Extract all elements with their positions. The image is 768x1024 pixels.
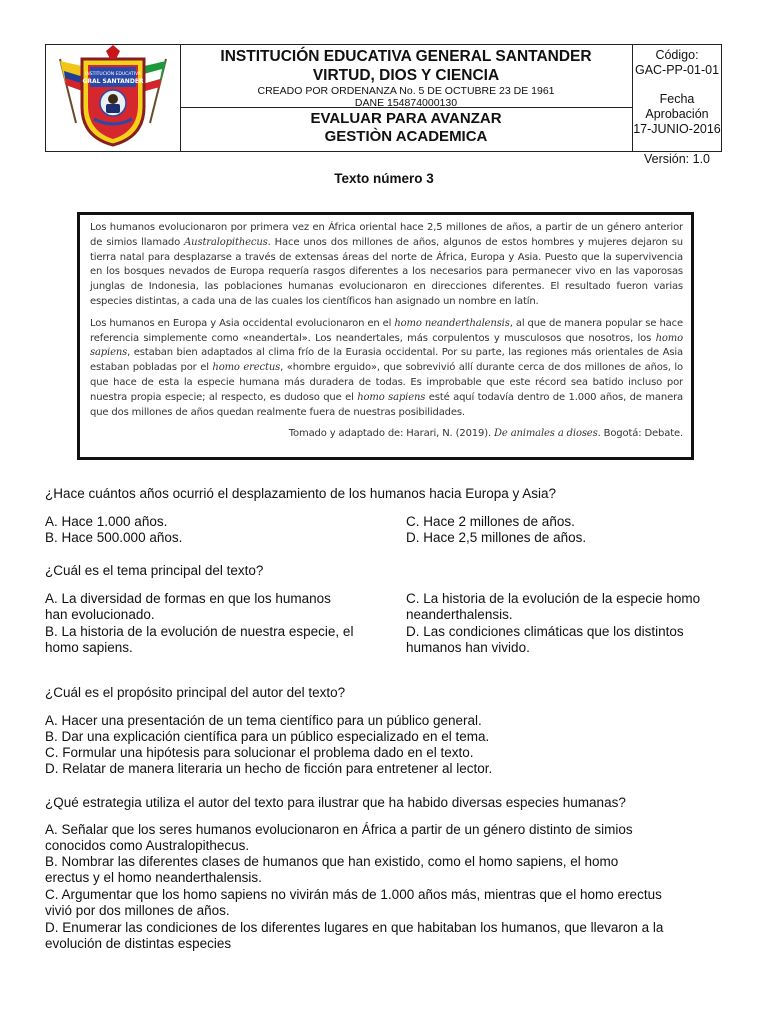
document-header: [45, 44, 722, 166]
dane-code: DANE 154874000130: [354, 97, 458, 109]
question-2-option-d[interactable]: D. Las condiciones climáticas que los distintos humanos han vivido.: [406, 624, 684, 655]
reading-source: Tomado y adaptado de: Harari, N. (2019). De animales a dioses. Bogotá: Debate.: [288, 428, 683, 440]
question-3: ¿Cuál es el propósito principal del autor del texto?: [45, 685, 346, 700]
header-center-cell: [180, 45, 633, 151]
question-2-option-b[interactable]: B. La historia de la evolución de nuestra especie, el homo sapiens.: [45, 624, 354, 655]
question-2: ¿Cuál es el tema principal del texto?: [45, 563, 264, 578]
creation-decree: CREADO POR ORDENANZA No. 5 DE OCTUBRE 23 DE 1961: [257, 85, 555, 97]
question-3-option-c[interactable]: C. Formular una hipótesis para solucionar el problema dado en el texto.: [45, 745, 474, 760]
institution-name: INSTITUCIÓN EDUCATIVA GENERAL SANTANDER: [220, 48, 592, 65]
question-4-option-d[interactable]: D. Enumerar las condiciones de los diferentes lugares en que habitaban los humanos, que llevaron a la evolución de distintas especies: [45, 920, 664, 951]
reading-paragraph-2: Los humanos en Europa y Asia occidental evolucionaron en el homo neanderthalensis, al que de manera popular se hace referencia simplemente como «neandertal». Los neandertales, más corpulentos y musculosos que nosotros, los homo sapiens, estaban bien adaptados al clima frío de la Eurasia occidental. Por su parte, las regiones más orientales de Asia estaban pobladas por el homo erectus, «hombre erguido», que sobrevivió allí durante cerca de dos millones de años, lo que hace de esta la especie humana más duradera de todas. Es improbable que este récord sea batido incluso por nuestra propia especie; al respecto, es dudoso que el homo sapiens esté aquí todavía dentro de 1.000 años, de manera que dos millones de años quedan realmente fuera de nuestras posibilidades.: [90, 317, 684, 418]
question-3-option-b[interactable]: B. Dar una explicación científica para un público especializado en el tema.: [45, 729, 490, 744]
document-meta-cell: [633, 45, 721, 166]
school-crest-logo: [46, 45, 180, 151]
approval-label: Fecha Aprobación: [645, 92, 709, 121]
logo-cell: [46, 45, 181, 151]
svg-text:INSTITUCIÓN EDUCATIVA: INSTITUCIÓN EDUCATIVA: [85, 72, 141, 77]
program-block: [180, 108, 632, 151]
svg-text:GRAL SANTANDER: GRAL SANTANDER: [82, 78, 144, 85]
question-3-option-d[interactable]: D. Relatar de manera literaria un hecho de ficción para entretener al lector.: [45, 761, 493, 776]
program-name: EVALUAR PARA AVANZAR: [310, 110, 502, 127]
question-2-option-a[interactable]: A. La diversidad de formas en que los humanos han evolucionado.: [45, 591, 331, 622]
code-value: GAC-PP-01-01: [634, 63, 720, 77]
question-2-option-c[interactable]: C. La historia de la evolución de la especie homo neanderthalensis.: [406, 591, 701, 622]
area-name: GESTIÒN ACADEMICA: [324, 128, 488, 145]
question-1-option-d[interactable]: D. Hace 2,5 millones de años.: [406, 530, 587, 545]
institution-motto: VIRTUD, DIOS Y CIENCIA: [312, 67, 500, 84]
code-label: Código:: [655, 48, 699, 62]
approval-date: 17-JUNIO-2016: [633, 122, 721, 136]
question-4-option-b[interactable]: B. Nombrar las diferentes clases de humanos que han existido, como el homo sapiens, el homo erectus y el homo neanderthalensis.: [45, 854, 619, 885]
question-4: ¿Qué estrategia utiliza el autor del texto para ilustrar que ha habido diversas especies humanas?: [45, 795, 626, 810]
reading-paragraph-1: Los humanos evolucionaron por primera vez en África oriental hace 2,5 millones de años, a partir de un género anterior de simios llamado Australopithecus. Hace unos dos millones de años, algunos de estos hombres y mujeres dejaron su tierra natal para desplazarse a través de extensas áreas del norte de África, Europa y Asia. Puesto que la supervivencia en los bosques nevados de Europa requería rasgos diferentes a los necesarios para permanecer vivo en las vaporosas junglas de Indonesia, las poblaciones humanas evolucionaron en direcciones diferentes. El resultado fueron varias especies distintas, a cada una de las cuales los científicos han asignado un nombre en latín.: [90, 222, 683, 307]
institution-block: [180, 45, 632, 108]
version-label: Versión: 1.0: [643, 152, 710, 166]
question-1-option-c[interactable]: C. Hace 2 millones de años.: [406, 514, 575, 529]
question-3-option-a[interactable]: A. Hacer una presentación de un tema científico para un público general.: [45, 713, 482, 728]
text-title: Texto número 3: [334, 171, 434, 186]
question-1-option-b[interactable]: B. Hace 500.000 años.: [45, 530, 183, 545]
question-4-option-a[interactable]: A. Señalar que los seres humanos evolucionaron en África a partir de un género distinto de simios conocidos como Australopithecus.: [45, 822, 633, 853]
question-4-option-c[interactable]: C. Argumentar que los homo sapiens no vivirán más de 1.000 años más, mientras que el homo erectus vivió por dos millones de años.: [45, 887, 662, 918]
question-1: ¿Hace cuántos años ocurrió el desplazamiento de los humanos hacia Europa y Asia?: [45, 486, 557, 501]
question-1-option-a[interactable]: A. Hace 1.000 años.: [45, 514, 168, 529]
reading-passage: [77, 212, 694, 460]
